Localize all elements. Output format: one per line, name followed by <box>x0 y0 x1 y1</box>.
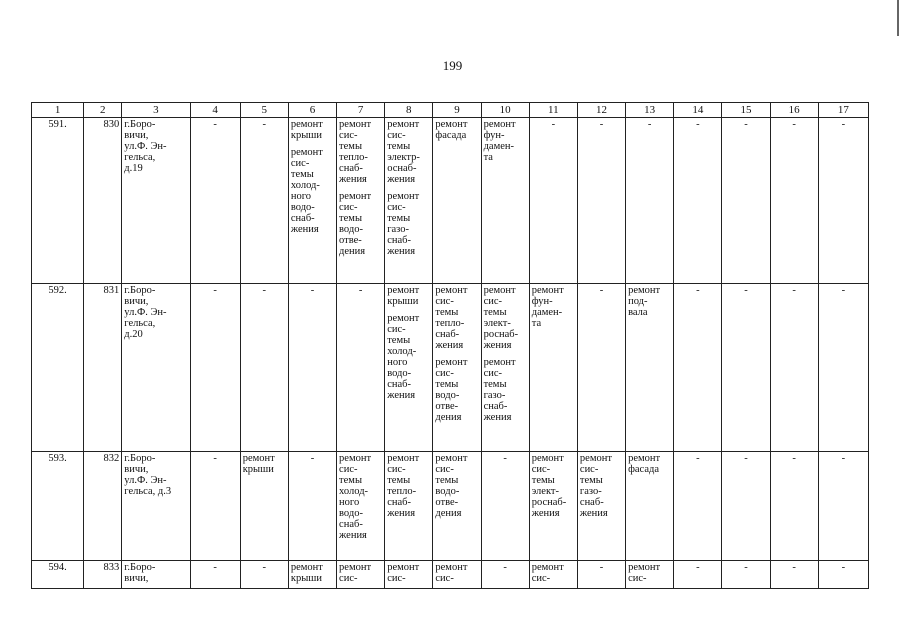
address-cell: г.Боро- вичи, ул.Ф. Эн- гельса, д.3 <box>122 452 190 561</box>
work-item: ремонт сис- темы тепло- снаб- жения <box>387 453 420 519</box>
work-item: ремонт сис- темы тепло- снаб- жения <box>435 285 468 351</box>
work-cell-col-15: - <box>722 452 770 561</box>
address-cell: г.Боро- вичи, ул.Ф. Эн- гельса, д.19 <box>122 118 190 284</box>
work-cell-col-9 <box>433 284 481 452</box>
work-cell-col-7 <box>337 452 385 561</box>
work-item: ремонт сис- темы электр- оснаб- жения <box>387 119 420 185</box>
house-code: 832 <box>84 452 122 561</box>
work-cell-col-9 <box>433 561 481 589</box>
work-cell-col-17: - <box>818 284 868 452</box>
column-header-17: 17 <box>818 103 868 118</box>
work-cell-col-14: - <box>674 561 722 589</box>
work-item: ремонт сис- темы газо- снаб- жения <box>579 453 612 519</box>
work-cell-col-15: - <box>722 561 770 589</box>
work-cell-col-4: - <box>190 452 240 561</box>
work-item: ремонт сис- темы холод- ного водо- снаб- жения <box>339 453 372 541</box>
work-cell-col-14: - <box>674 118 722 284</box>
column-header-10: 10 <box>481 103 529 118</box>
work-cell-col-13 <box>626 452 674 561</box>
house-code: 833 <box>84 561 122 589</box>
work-cell-col-7: - <box>337 284 385 452</box>
work-cell-col-7 <box>337 118 385 284</box>
work-item: ремонт фасада <box>628 453 661 475</box>
work-cell-col-11 <box>529 452 577 561</box>
column-header-14: 14 <box>674 103 722 118</box>
work-cell-col-9 <box>433 118 481 284</box>
work-item: ремонт сис- темы водо- отве- дения <box>339 191 372 257</box>
work-cell-col-16: - <box>770 118 818 284</box>
work-cell-col-13: - <box>626 118 674 284</box>
work-cell-col-8 <box>385 118 433 284</box>
work-cell-col-12: - <box>577 118 625 284</box>
work-item: ремонт сис- <box>531 562 564 584</box>
column-header-8: 8 <box>385 103 433 118</box>
work-item: ремонт сис- темы элект- роснаб- жения <box>483 285 519 351</box>
work-cell-col-13 <box>626 561 674 589</box>
work-item: ремонт крыши <box>387 285 420 307</box>
work-cell-col-12: - <box>577 561 625 589</box>
work-item: ремонт сис- темы холод- ного водо- снаб- жения <box>387 313 420 401</box>
work-item: ремонт сис- темы тепло- снаб- жения <box>339 119 372 185</box>
work-cell-col-11 <box>529 284 577 452</box>
address-cell: г.Боро- вичи, ул.Ф. Эн- гельса, д.20 <box>122 284 190 452</box>
work-cell-col-6: - <box>288 284 336 452</box>
work-cell-col-16: - <box>770 561 818 589</box>
work-cell-col-7 <box>337 561 385 589</box>
work-cell-col-5: - <box>240 561 288 589</box>
work-cell-col-8 <box>385 561 433 589</box>
column-header-1: 1 <box>32 103 84 118</box>
column-header-16: 16 <box>770 103 818 118</box>
work-item: ремонт фун- дамен- та <box>483 119 516 163</box>
work-cell-col-8 <box>385 452 433 561</box>
table-body <box>32 118 869 589</box>
table-row <box>32 284 869 452</box>
work-cell-col-17: - <box>818 561 868 589</box>
work-cell-col-12: - <box>577 284 625 452</box>
table-row <box>32 452 869 561</box>
column-header-7: 7 <box>337 103 385 118</box>
work-item: ремонт фасада <box>435 119 468 141</box>
work-item: ремонт фун- дамен- та <box>531 285 564 329</box>
header-row <box>32 103 869 118</box>
work-cell-col-14: - <box>674 284 722 452</box>
row-number: 594. <box>32 561 84 589</box>
column-header-2: 2 <box>84 103 122 118</box>
column-header-5: 5 <box>240 103 288 118</box>
column-header-11: 11 <box>529 103 577 118</box>
work-item: ремонт сис- темы газо- снаб- жения <box>483 357 516 423</box>
work-cell-col-5 <box>240 452 288 561</box>
work-item: ремонт сис- темы элект- роснаб- жения <box>531 453 567 519</box>
work-cell-col-4: - <box>190 284 240 452</box>
work-cell-col-6: - <box>288 452 336 561</box>
house-code: 831 <box>84 284 122 452</box>
work-cell-col-16: - <box>770 284 818 452</box>
page-number: 199 <box>442 58 463 73</box>
work-cell-col-11 <box>529 561 577 589</box>
work-cell-col-6 <box>288 118 336 284</box>
row-number: 592. <box>32 284 84 452</box>
work-cell-col-17: - <box>818 452 868 561</box>
work-item: ремонт под- вала <box>628 285 661 318</box>
work-cell-col-4: - <box>190 561 240 589</box>
work-cell-col-14: - <box>674 452 722 561</box>
house-code: 830 <box>84 118 122 284</box>
work-item: ремонт сис- темы газо- снаб- жения <box>387 191 420 257</box>
work-item: ремонт крыши <box>242 453 275 475</box>
work-cell-col-10 <box>481 118 529 284</box>
column-header-4: 4 <box>190 103 240 118</box>
table-row <box>32 561 869 589</box>
work-cell-col-17: - <box>818 118 868 284</box>
address-cell: г.Боро- вичи, <box>122 561 190 589</box>
work-cell-col-9 <box>433 452 481 561</box>
work-cell-col-13 <box>626 284 674 452</box>
work-item: ремонт сис- <box>339 562 372 584</box>
page-edge-mark <box>897 0 899 36</box>
work-item: ремонт сис- темы холод- ного водо- снаб- жения <box>290 147 323 235</box>
repair-schedule-table <box>31 102 869 589</box>
column-header-15: 15 <box>722 103 770 118</box>
table-row <box>32 118 869 284</box>
work-cell-col-4: - <box>190 118 240 284</box>
work-item: ремонт сис- темы водо- отве- дения <box>435 357 468 423</box>
work-item: ремонт крыши <box>290 562 323 584</box>
work-item: ремонт сис- <box>387 562 420 584</box>
work-item: ремонт крыши <box>290 119 323 141</box>
work-cell-col-8 <box>385 284 433 452</box>
row-number: 593. <box>32 452 84 561</box>
work-cell-col-10: - <box>481 561 529 589</box>
work-item: ремонт сис- <box>628 562 661 584</box>
work-item: ремонт сис- темы водо- отве- дения <box>435 453 468 519</box>
work-cell-col-5: - <box>240 118 288 284</box>
work-cell-col-6 <box>288 561 336 589</box>
work-cell-col-16: - <box>770 452 818 561</box>
column-header-12: 12 <box>577 103 625 118</box>
work-item: ремонт сис- <box>435 562 468 584</box>
work-cell-col-15: - <box>722 118 770 284</box>
column-header-9: 9 <box>433 103 481 118</box>
column-header-3: 3 <box>122 103 190 118</box>
work-cell-col-5: - <box>240 284 288 452</box>
column-header-13: 13 <box>626 103 674 118</box>
work-cell-col-10: - <box>481 452 529 561</box>
work-cell-col-11: - <box>529 118 577 284</box>
work-cell-col-12 <box>577 452 625 561</box>
column-header-6: 6 <box>288 103 336 118</box>
work-cell-col-10 <box>481 284 529 452</box>
work-cell-col-15: - <box>722 284 770 452</box>
row-number: 591. <box>32 118 84 284</box>
